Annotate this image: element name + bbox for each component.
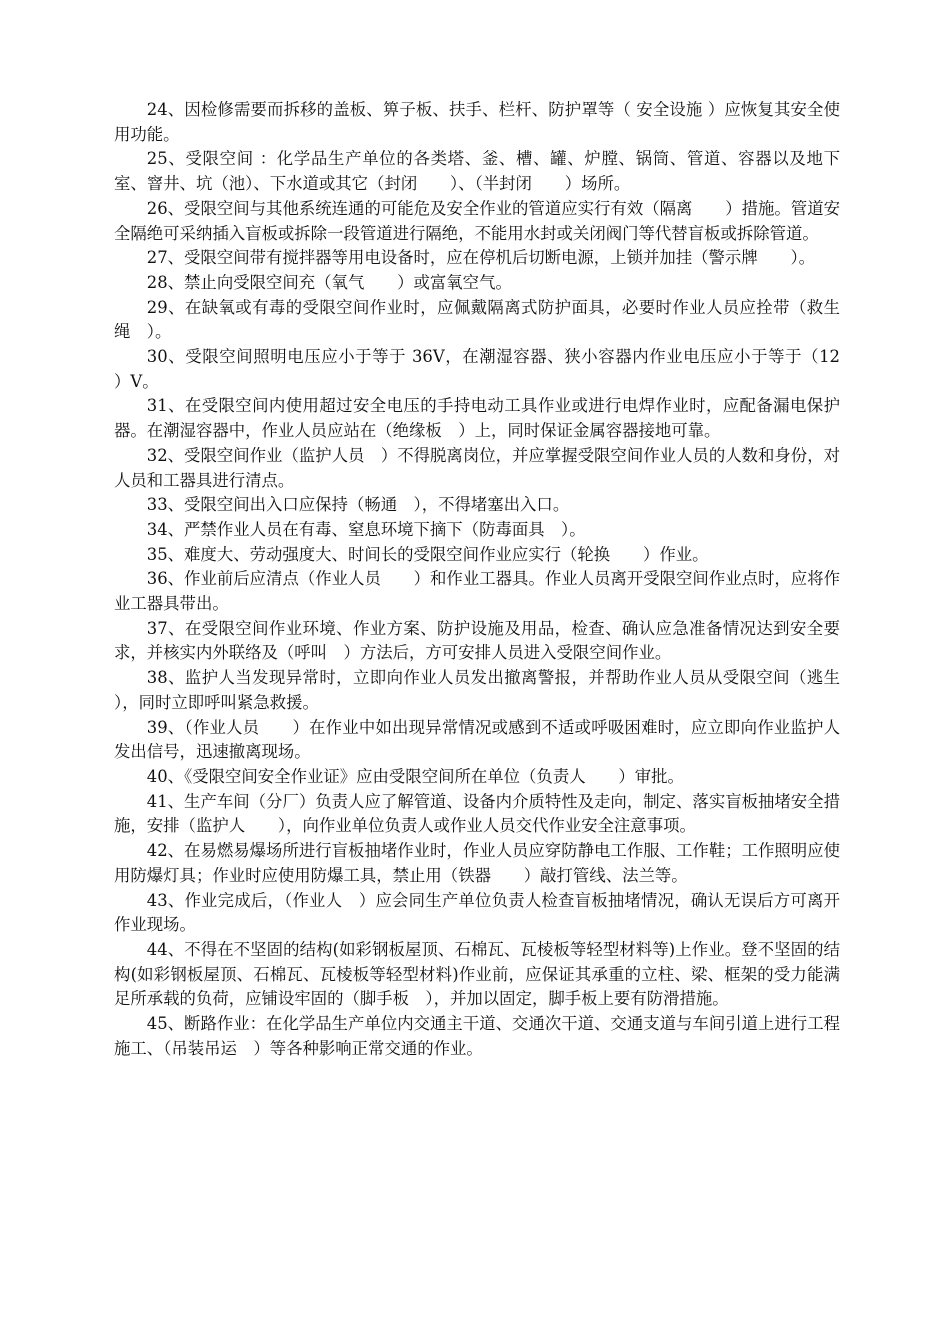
item-34: 34、严禁作业人员在有毒、窒息环境下摘下（防毒面具 ）。: [146, 519, 586, 539]
item-31: 31、在受限空间内使用超过安全电压的手持电动工具作业或进行电焊作业时，应配备漏电保护器。在潮湿容器中，作业人员应站在（绝缘板 ）上，同时保证金属容器接地可靠。: [114, 396, 840, 441]
item-38: 38、监护人当发现异常时，立即向作业人员发出撤离警报，并帮助作业人员从受限空间（逃生 ），同时立即呼叫紧急救援。: [114, 668, 873, 712]
item-39: 39、（作业人员 ）在作业中如出现异常情况或感到不适或呼吸困难时，应立即向作业监护人发出信号，迅速撤离现场。: [114, 717, 840, 762]
item-29: 29、在缺氧或有毒的受限空间作业时，应佩戴隔离式防护面具，必要时作业人员应拴带（救生绳 ）。: [114, 297, 840, 342]
item-36: 36、作业前后应清点（作业人员 ）和作业工器具。作业人员离开受限空间作业点时，应将作业工器具带出。: [114, 569, 840, 614]
item-27: 27、受限空间带有搅拌器等用电设备时，应在停机后切断电源，上锁并加挂（警示牌 ）。: [146, 248, 816, 268]
item-25: 25、受限空间 ：化学品生产单位的各类塔、釜、槽、罐、炉膛、锅筒、管道、容器以及地下室、窨井、坑（池）、下水道或其它（封闭 ）、（半封闭 ）场所。: [114, 149, 840, 194]
item-33: 33、受限空间出入口应保持（畅通 ），不得堵塞出入口。: [146, 495, 570, 515]
item-40: 40、《受限空间安全作业证》应由受限空间所在单位（负责人 ）审批。: [146, 766, 684, 786]
item-42: 42、在易燃易爆场所进行盲板抽堵作业时，作业人员应穿防静电工作服、工作鞋；工作照明应使用防爆灯具；作业时应使用防爆工具，禁止用（铁器 ）敲打管线、法兰等。: [114, 841, 840, 885]
item-35: 35、难度大、劳动强度大、时间长的受限空间作业应实行（轮换 ）作业。: [146, 544, 709, 564]
item-28: 28、禁止向受限空间充（氧气 ）或富氧空气。: [146, 272, 512, 292]
item-44: 44、不得在不坚固的结构(如彩钢板屋顶、石棉瓦、瓦棱板等轻型材料等)上作业。登不坚固的结构(如彩钢板屋顶、石棉瓦、瓦棱板等轻型材料)作业前，应保证其承重的立柱、梁、框架的受力能满足所承载的负荷，应铺设牢固的（脚手板 ），并加以固定，脚手板上要有防滑措施。: [114, 939, 840, 1009]
item-37: 37、在受限空间作业环境、作业方案、防护设施及用品，检查、确认应急准备情况达到安全要求，并核实内外联络及（呼叫 ）方法后，方可安排人员进入受限空间作业。: [114, 618, 840, 663]
item-43: 43、作业完成后，（作业人 ）应会同生产单位负责人检查盲板抽堵情况，确认无误后方可离开作业现场。: [114, 890, 840, 935]
item-24: 24、因检修需要而拆移的盖板、箅子板、扶手、栏杆、防护罩等（ 安全设施 ）应恢复其安全使用功能。: [114, 100, 840, 144]
item-45: 45、断路作业：在化学品生产单位内交通主干道、交通次干道、交通支道与车间引道上进行工程施工、（吊装吊运 ）等各种影响正常交通的作业。: [114, 1014, 840, 1058]
item-32: 32、受限空间作业（监护人员 ）不得脱离岗位，并应掌握受限空间作业人员的人数和身份，对人员和工器具进行清点。: [114, 445, 840, 490]
item-41: 41、生产车间（分厂）负责人应了解管道、设备内介质特性及走向，制定、落实盲板抽堵安全措施，安排（监护人 ），向作业单位负责人或作业人员交代作业安全注意事项。: [114, 791, 840, 836]
document-body: [114, 98, 873, 1061]
item-26: 26、受限空间与其他系统连通的可能危及安全作业的管道应实行有效（隔离 ）措施。管道安全隔绝可采纳插入盲板或拆除一段管道进行隔绝，不能用水封或关闭阀门等代替盲板或拆除管道。: [114, 198, 840, 243]
item-30: 30、受限空间照明电压应小于等于 36V，在潮湿容器、狭小容器内作业电压应小于等于（12 ）V。: [114, 347, 857, 391]
